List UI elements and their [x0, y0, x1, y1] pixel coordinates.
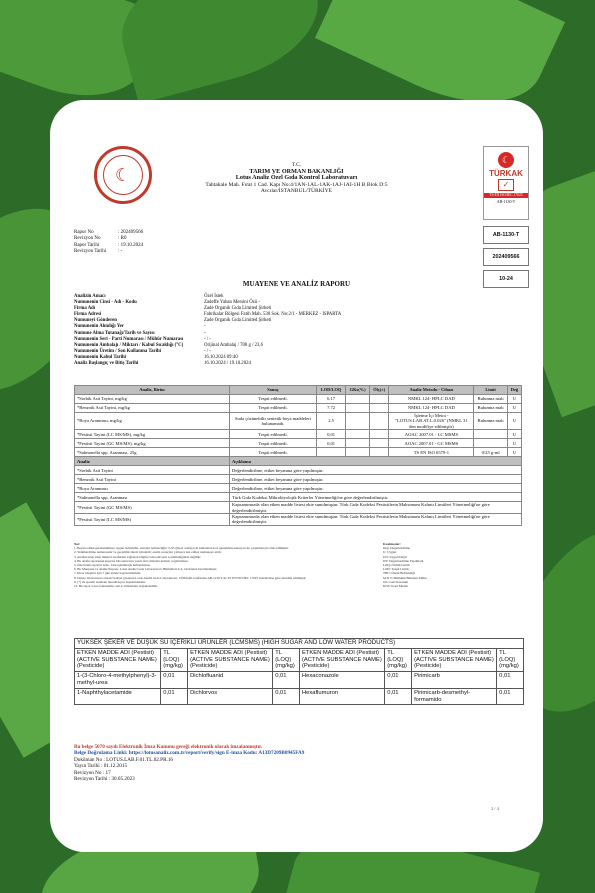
field-row: Firma Adresi Fabrikalar Bölgesi Fatih Mah. 530 Sok. No:2/1 - MERKEZ - ISPARTA — [74, 312, 342, 318]
table-row: *Boya Aranması Değerlendirilme, etiket beyanına göre yapılmıştır. — [75, 484, 522, 493]
report-page — [50, 100, 543, 852]
field-row: Numunenin Kabul Tarihi 16.10.2024 09:40 — [74, 354, 238, 360]
document-footer — [74, 744, 304, 782]
check-mark-icon: ✓ — [498, 179, 514, 191]
table-row: *Benzoik Asit Tayini, mg/kg Tespit edilmedi. 7.72 NMKL 124- HPLC DAD Bulunma malı U — [75, 404, 522, 413]
report-meta-row: Revizyon No : R0 — [74, 236, 127, 242]
revision-number: Revizyon No : 17 — [74, 769, 111, 776]
revision-date: Revizyon Tarihi : 30.05.2023 — [74, 776, 135, 783]
evaluation-header-row: Analiz Açıklama — [75, 457, 522, 466]
turkak-accreditation-mark: ☾ TÜRKAK ✓ TS EN ISO/IEC 17025 AB-1130-T — [483, 146, 529, 220]
table-row: *Pestisit Tayini (LC MS/MS), mg/kg Tespit edilmedi. 0,01 AOAC 2007.01 - LC MSMS U — [75, 430, 522, 439]
field-row: Numuneyi Gönderen Zade Organik Gıda Limited Şirketi — [74, 318, 272, 324]
table-row: *Boya Aranması, mg/kg Suda çözünebilir sentetik boya maddeleri bulunamadı. 2.5 İşletme İçi Metot - "LOTUS.LAB.AT.L.0.026" (NMKL 31 den modifiye edilmiştir) Bulunma malı U — [75, 413, 522, 430]
field-row: Numunenin Cinsi - Adı - Kodu Zadeffe Yaban Mersini Özü - — [74, 300, 260, 306]
publish-date: Yayın Tarihi : 01.12.2015 — [74, 763, 128, 770]
scope-title-row: YÜKSEK ŞEKER VE DÜŞÜK SU İÇERİKLİ ÜRÜNLER (LCMSMS) (HIGH SUGAR AND LOW WATER PRODUCTS) — [75, 639, 524, 649]
report-meta-row: Rapor Tarihi : 19.10.2024 — [74, 242, 144, 248]
esign-notice: Bu belge 5070 sayılı Elektronik İmza Kanunu gereği elektronik olarak imzalanmıştır. — [74, 744, 263, 750]
field-row: Numune Alma Tutanağı/Tarih ve Sayısı - — [74, 330, 206, 336]
table-row: 1-(3-Chloro-4-methylphenyl)-3-methyl-urea 0,01 Dichlofluanid 0,01 Hexaconazole 0,01 Pirimicarb 0,01 — [75, 672, 524, 689]
table-row: 1-Naphthylacetamide 0,01 Dichlorvos 0,01 Hexaflumuron 0,01 Pirimicarb-desmethyl-formamido 0,01 — [75, 688, 524, 705]
table-row: *Sorbik Asit Tayini Değerlendirilme, etiket beyanına göre yapılmıştır. — [75, 466, 522, 475]
lab-header: T.C. TARIM VE ORMAN BAKANLIĞI Lotus Analiz Özel Gıda Kontrol Laboratuvarı Tahtakale Mah. Fırat 1 Cad. Kapı No:4/1AN-1AL-1AK-1AJ-1AI-1H B Blok D:5 Avcılar/İSTANBUL/TÜRKİYE — [205, 162, 388, 195]
field-row: Numunenin Seri - Parti Numarası / Mühür Numarası - / - — [74, 336, 211, 342]
field-row: Firma Adı Zade Organik Gıda Limited Şirketi — [74, 306, 272, 312]
crescent-star-icon: ☾ — [103, 155, 143, 195]
sample-fields — [74, 294, 341, 367]
report-number-box: 202409566 — [483, 248, 529, 266]
notes-section: Not: 1. Beyan edilen gereksinimlere uygun belirsizlik, standart belirsizliğin % 95 güven aralığı için kullanılan k=2 genişletme katsayısı ile çarpılmasıyla elde edilmiştir. 2. Yetkilendirme numarasıdır ve geçerlilik süresi içindedir; analiz sonuçları yalnızca test edilen numuneye aittir. 3. Analizi talep eden müşteri tarafından sağlanan bilgiler laboratuvarın sorumluluğunda değildir. 4. Bu analiz raporunun kopyası laboratuvarın yazılı izni olmadan kısmen çoğaltılamaz. 5. Özel İstek raporlar Adlı - İdari işlemlerde kullanılamaz. 6. Bu Muayene ve Analiz Raporu, Lotus Analiz Gıda Laboratuvarı Hizmetleri A.Ş. tarafından hazırlanmıştır. 7. İtiraz talepleri için 7 gün içinde başvurulmalıdır. 8. Deney laboratuvarı olarak faaliyet gösteren Lotus Analiz Gıda Laboratuvarı, TÜRKAK tarafından AB-1130-T ile TS EN ISO/IEC 17025 standardına göre akredite edilmiştir. 9. (*) ile işaretli analizler akreditasyon kapsamındadır. 10. Bu rapor www.lotusanaliz.com.tr adresinden doğrulanabilir. — [74, 542, 307, 589]
table-row: *Salmonella spp. Aranması Türk Gıda Kodeksi Mikrobiyolojik Kriterler Yönetmeliği'ne göre değerlendirilmiştir. — [75, 493, 522, 502]
table-row: *Sorbik Asit Tayini, mg/kg Tespit edilmedi. 6.17 NMKL 124- HPLC DAD Bulunma malı U — [75, 395, 522, 404]
table-row: *Pestisit Tayini (GC MS/MS), mg/kg Tespit edilmedi. 0,01 AOAC 2007.01 - GC MSMS U — [75, 439, 522, 448]
scope-header-row: ETKEN MADDE ADI (Pestisit) (ACTIVE SUBSTANCE NAME) (Pesticide) TL (LOQ) (mg/kg) ETKEN MADDE ADI (Pestisit) (ACTIVE SUBSTANCE NAME) (Pesticide) TL (LOQ) (mg/kg) ETKEN MADDE ADI (Pestisit) (ACTIVE SUBSTANCE NAME) (Pesticide) TL (LOQ) (mg/kg) ETKEN MADDE ADI (Pestisit) (ACTIVE SUBSTANCE NAME) (Pesticide) TL (LOQ) (mg/kg) — [75, 648, 524, 671]
report-meta — [74, 230, 143, 255]
pesticide-scope-table — [74, 638, 524, 705]
table-row: *Pestisit Tayini (GC MS/MS) Kapsamımızda olan etken madde listesi ekte sunulmuştur. Türk Gıda Kodeksi Pestisitlerin Maksimum Kalıntı Limitleri Yönetmeliği'ne göre değerlendirilmiştir. — [75, 502, 522, 514]
report-meta-row: Rapor No : 202409566 — [74, 230, 144, 235]
abbreviations: Kısaltmalar: Değ: Değerlendirme U: Uygun UD: Uygun Değil DY: Değerlendirme Yapılmadı LOQ: Ölçüm Limiti LOD: Tespit Limiti TBU: Önem Belirsizliği M.N.T: Mümkün Bulunan Tahlin GK: Geri Kazanım KNS: Koni Madde — [383, 542, 427, 589]
field-row: Analizin Amacı Özel İstek — [74, 294, 224, 299]
doc-number: Doküman No : LOTUS.LAB.F.01.TL.02.PR.16 — [74, 756, 174, 763]
turkak-logo-icon: ☾ — [498, 152, 514, 168]
verification-link[interactable]: Belge Doğrulama Linki: https://lotusanaliz.com.tr/report/verify/sign E-imza Kodu: A13D7209B0945FA9 — [74, 750, 305, 757]
accreditation-code: AB-1130-T — [483, 226, 529, 244]
field-row: Numunenin Ambalajı / Miktarı / Kabul Sıcaklığı (°C) Orijinal Ambalaj / 700 g / 23,6 — [74, 342, 264, 348]
field-row: Numunenin Alındığı Yer - — [74, 324, 206, 330]
table-row: *Pestisit Tayini (LC MS/MS) Kapsamımızda olan etken madde listesi ekte sunulmuştur. Türk Gıda Kodeksi Pestisitlerin Maksimum Kalıntı Limitleri Yönetmeliği'ne göre değerlendirilmiştir. — [75, 514, 522, 526]
report-meta-row: Revizyon Tarihi : - — [74, 248, 123, 254]
report-title: MUAYENE VE ANALİZ RAPORU — [242, 280, 351, 288]
month-year-box: 10-24 — [483, 270, 529, 288]
results-table — [74, 385, 522, 526]
field-row: Analiz Başlangıç ve Bitiş Tarihi 16.10.2024 / 19.10.2024 — [74, 361, 251, 367]
table-row: *Benzoik Asit Tayini Değerlendirilme, etiket beyanına göre yapılmıştır. — [75, 475, 522, 484]
table-row: *Salmonella spp. Aranması, 25g Tespit edilmedi. TS EN ISO 6579-1 0/25 g-ml U — [75, 448, 522, 457]
field-row: Numunenin Üretim / Son Kullanma Tarihi - / - — [74, 348, 211, 354]
page-number: 2 / 4 — [490, 806, 499, 811]
results-header-row: Analiz, Birim Sonuç LOD/LOQ GKs(%) Ölç(±) Analiz Metodu - Cihazı Limit Değ — [75, 386, 522, 395]
